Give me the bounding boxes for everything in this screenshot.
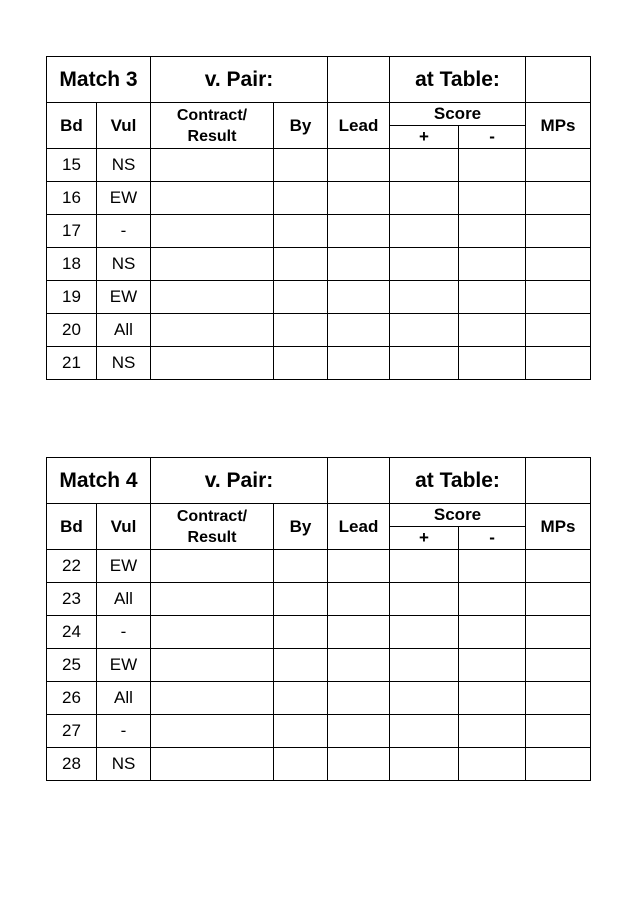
board-number: 19 <box>47 281 97 314</box>
match-title: Match 4 <box>47 458 151 504</box>
score-minus-cell[interactable] <box>459 248 526 281</box>
score-minus-cell[interactable] <box>459 715 526 748</box>
mps-cell[interactable] <box>526 616 591 649</box>
mps-cell[interactable] <box>526 314 591 347</box>
lead-cell[interactable] <box>328 550 390 583</box>
mps-cell[interactable] <box>526 715 591 748</box>
header-vul: Vul <box>97 504 151 550</box>
pair-label: v. Pair: <box>151 57 328 103</box>
header-contract-line1: Contract/ <box>176 507 248 525</box>
match-card-3 <box>46 56 590 380</box>
score-plus-cell[interactable] <box>390 550 459 583</box>
contract-cell[interactable] <box>151 182 274 215</box>
header-mps: MPs <box>526 103 591 149</box>
contract-cell[interactable] <box>151 347 274 380</box>
vulnerability: NS <box>97 248 151 281</box>
by-cell[interactable] <box>274 215 328 248</box>
score-minus-cell[interactable] <box>459 149 526 182</box>
score-plus-cell[interactable] <box>390 248 459 281</box>
lead-cell[interactable] <box>328 248 390 281</box>
score-minus-cell[interactable] <box>459 748 526 781</box>
board-number: 26 <box>47 682 97 715</box>
table-row <box>47 281 591 314</box>
score-plus-cell[interactable] <box>390 649 459 682</box>
mps-cell[interactable] <box>526 748 591 781</box>
score-minus-cell[interactable] <box>459 314 526 347</box>
score-plus-cell[interactable] <box>390 314 459 347</box>
header-score-minus: - <box>459 527 526 550</box>
contract-cell[interactable] <box>151 281 274 314</box>
header-contract-line1: Contract/ <box>176 106 248 124</box>
score-minus-cell[interactable] <box>459 616 526 649</box>
lead-cell[interactable] <box>328 215 390 248</box>
board-number: 27 <box>47 715 97 748</box>
score-plus-cell[interactable] <box>390 748 459 781</box>
lead-cell[interactable] <box>328 715 390 748</box>
board-number: 25 <box>47 649 97 682</box>
by-cell[interactable] <box>274 149 328 182</box>
board-number: 28 <box>47 748 97 781</box>
score-minus-cell[interactable] <box>459 583 526 616</box>
by-cell[interactable] <box>274 616 328 649</box>
by-cell[interactable] <box>274 682 328 715</box>
score-minus-cell[interactable] <box>459 215 526 248</box>
score-plus-cell[interactable] <box>390 616 459 649</box>
table-row <box>47 215 591 248</box>
header-contract <box>151 103 274 149</box>
score-minus-cell[interactable] <box>459 649 526 682</box>
lead-cell[interactable] <box>328 281 390 314</box>
table-row <box>47 550 591 583</box>
score-plus-cell[interactable] <box>390 347 459 380</box>
table-row <box>47 649 591 682</box>
score-plus-cell[interactable] <box>390 149 459 182</box>
header-score-plus: + <box>390 527 459 550</box>
board-number: 18 <box>47 248 97 281</box>
table-row <box>47 682 591 715</box>
header-lead: Lead <box>328 103 390 149</box>
lead-cell[interactable] <box>328 748 390 781</box>
vulnerability: EW <box>97 182 151 215</box>
score-minus-cell[interactable] <box>459 182 526 215</box>
table-row <box>47 149 591 182</box>
mps-cell[interactable] <box>526 248 591 281</box>
header-by: By <box>274 504 328 550</box>
contract-cell[interactable] <box>151 149 274 182</box>
lead-cell[interactable] <box>328 583 390 616</box>
lead-cell[interactable] <box>328 616 390 649</box>
by-cell[interactable] <box>274 550 328 583</box>
mps-cell[interactable] <box>526 550 591 583</box>
header-score-minus: - <box>459 126 526 149</box>
lead-cell[interactable] <box>328 149 390 182</box>
header-by: By <box>274 103 328 149</box>
score-plus-cell[interactable] <box>390 215 459 248</box>
score-plus-cell[interactable] <box>390 715 459 748</box>
board-number: 15 <box>47 149 97 182</box>
table-label: at Table: <box>390 458 526 504</box>
header-lead: Lead <box>328 504 390 550</box>
board-number: 17 <box>47 215 97 248</box>
header-bd: Bd <box>47 504 97 550</box>
table-row <box>47 314 591 347</box>
header-score: Score <box>390 103 526 126</box>
by-cell[interactable] <box>274 748 328 781</box>
mps-cell[interactable] <box>526 682 591 715</box>
mps-cell[interactable] <box>526 215 591 248</box>
lead-cell[interactable] <box>328 682 390 715</box>
contract-cell[interactable] <box>151 248 274 281</box>
vulnerability: All <box>97 682 151 715</box>
table-row <box>47 748 591 781</box>
score-minus-cell[interactable] <box>459 281 526 314</box>
lead-cell[interactable] <box>328 314 390 347</box>
contract-cell[interactable] <box>151 748 274 781</box>
vulnerability: EW <box>97 550 151 583</box>
vulnerability: - <box>97 616 151 649</box>
pair-field[interactable] <box>328 458 390 504</box>
score-table-match-4 <box>46 457 591 781</box>
vulnerability: NS <box>97 748 151 781</box>
header-contract-line2: Result <box>187 528 237 546</box>
score-minus-cell[interactable] <box>459 682 526 715</box>
board-number: 16 <box>47 182 97 215</box>
score-plus-cell[interactable] <box>390 583 459 616</box>
contract-cell[interactable] <box>151 550 274 583</box>
mps-cell[interactable] <box>526 649 591 682</box>
score-table-match-3 <box>46 56 591 380</box>
vulnerability: - <box>97 215 151 248</box>
contract-cell[interactable] <box>151 715 274 748</box>
header-contract-line2: Result <box>187 127 237 145</box>
table-row <box>47 182 591 215</box>
table-field[interactable] <box>526 57 591 103</box>
table-row <box>47 715 591 748</box>
contract-cell[interactable] <box>151 649 274 682</box>
vulnerability: NS <box>97 149 151 182</box>
pair-field[interactable] <box>328 57 390 103</box>
contract-cell[interactable] <box>151 616 274 649</box>
board-number: 23 <box>47 583 97 616</box>
by-cell[interactable] <box>274 583 328 616</box>
score-plus-cell[interactable] <box>390 682 459 715</box>
table-row <box>47 347 591 380</box>
vulnerability: EW <box>97 281 151 314</box>
mps-cell[interactable] <box>526 281 591 314</box>
board-number: 20 <box>47 314 97 347</box>
mps-cell[interactable] <box>526 583 591 616</box>
header-score-plus: + <box>390 126 459 149</box>
header-bd: Bd <box>47 103 97 149</box>
table-field[interactable] <box>526 458 591 504</box>
by-cell[interactable] <box>274 248 328 281</box>
vulnerability: All <box>97 314 151 347</box>
table-row <box>47 248 591 281</box>
board-number: 22 <box>47 550 97 583</box>
contract-cell[interactable] <box>151 215 274 248</box>
mps-cell[interactable] <box>526 149 591 182</box>
score-minus-cell[interactable] <box>459 347 526 380</box>
header-contract <box>151 504 274 550</box>
contract-cell[interactable] <box>151 682 274 715</box>
by-cell[interactable] <box>274 314 328 347</box>
table-label: at Table: <box>390 57 526 103</box>
lead-cell[interactable] <box>328 182 390 215</box>
vulnerability: - <box>97 715 151 748</box>
header-score: Score <box>390 504 526 527</box>
board-number: 24 <box>47 616 97 649</box>
contract-cell[interactable] <box>151 583 274 616</box>
by-cell[interactable] <box>274 347 328 380</box>
lead-cell[interactable] <box>328 347 390 380</box>
match-title: Match 3 <box>47 57 151 103</box>
mps-cell[interactable] <box>526 347 591 380</box>
header-mps: MPs <box>526 504 591 550</box>
by-cell[interactable] <box>274 715 328 748</box>
board-number: 21 <box>47 347 97 380</box>
contract-cell[interactable] <box>151 314 274 347</box>
score-plus-cell[interactable] <box>390 182 459 215</box>
by-cell[interactable] <box>274 281 328 314</box>
by-cell[interactable] <box>274 182 328 215</box>
vulnerability: All <box>97 583 151 616</box>
vulnerability: EW <box>97 649 151 682</box>
score-minus-cell[interactable] <box>459 550 526 583</box>
by-cell[interactable] <box>274 649 328 682</box>
header-vul: Vul <box>97 103 151 149</box>
match-card-4 <box>46 457 590 781</box>
table-row <box>47 583 591 616</box>
pair-label: v. Pair: <box>151 458 328 504</box>
mps-cell[interactable] <box>526 182 591 215</box>
lead-cell[interactable] <box>328 649 390 682</box>
table-row <box>47 616 591 649</box>
vulnerability: NS <box>97 347 151 380</box>
score-plus-cell[interactable] <box>390 281 459 314</box>
